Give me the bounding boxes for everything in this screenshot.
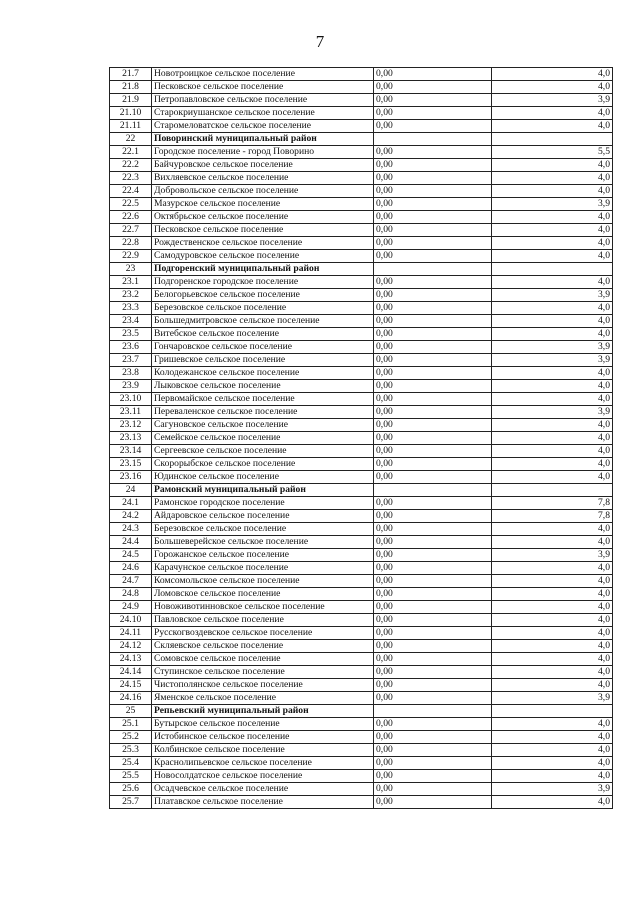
row-value2-cell: 3,9 <box>492 354 613 367</box>
row-value2-cell: 4,0 <box>492 120 613 133</box>
row-value1-cell: 0,00 <box>374 575 492 588</box>
row-value1-cell: 0,00 <box>374 432 492 445</box>
row-name-cell: Рамонский муниципальный район <box>152 484 374 497</box>
table-row <box>110 796 613 809</box>
row-value2-cell: 4,0 <box>492 640 613 653</box>
row-value1-cell: 0,00 <box>374 94 492 107</box>
row-value2-cell: 4,0 <box>492 445 613 458</box>
row-number-cell: 25.1 <box>110 718 152 731</box>
row-value1-cell: 0,00 <box>374 211 492 224</box>
row-number-cell: 23.9 <box>110 380 152 393</box>
row-value1-cell: 0,00 <box>374 224 492 237</box>
row-value1-cell: 0,00 <box>374 640 492 653</box>
row-name-cell: Истобинское сельское поселение <box>152 731 374 744</box>
table-row <box>110 146 613 159</box>
row-value2-cell: 4,0 <box>492 458 613 471</box>
row-value2-cell: 4,0 <box>492 666 613 679</box>
table-row <box>110 536 613 549</box>
row-number-cell: 23.14 <box>110 445 152 458</box>
row-value2-cell: 4,0 <box>492 419 613 432</box>
row-number-cell: 25.4 <box>110 757 152 770</box>
row-name-cell: Платавское сельское поселение <box>152 796 374 809</box>
row-value2-cell: 7,8 <box>492 510 613 523</box>
row-value2-cell: 4,0 <box>492 276 613 289</box>
row-name-cell: Подгоренское городское поселение <box>152 276 374 289</box>
row-value1-cell: 0,00 <box>374 796 492 809</box>
row-value1-cell: 0,00 <box>374 679 492 692</box>
row-value1-cell: 0,00 <box>374 289 492 302</box>
row-number-cell: 23.5 <box>110 328 152 341</box>
row-value2-cell: 4,0 <box>492 770 613 783</box>
row-name-cell: Большеверейское сельское поселение <box>152 536 374 549</box>
row-name-cell: Витебское сельское поселение <box>152 328 374 341</box>
table-row <box>110 289 613 302</box>
row-value1-cell <box>374 484 492 497</box>
table-row <box>110 731 613 744</box>
row-value2-cell: 3,9 <box>492 549 613 562</box>
row-number-cell: 23.10 <box>110 393 152 406</box>
row-value1-cell <box>374 705 492 718</box>
section-row <box>110 705 613 718</box>
row-name-cell: Сагуновское сельское поселение <box>152 419 374 432</box>
table-row <box>110 120 613 133</box>
row-number-cell: 23.2 <box>110 289 152 302</box>
table-row <box>110 497 613 510</box>
row-value1-cell: 0,00 <box>374 497 492 510</box>
row-value2-cell: 4,0 <box>492 653 613 666</box>
row-value2-cell: 4,0 <box>492 302 613 315</box>
row-name-cell: Новосолдатское сельское поселение <box>152 770 374 783</box>
row-number-cell: 25.2 <box>110 731 152 744</box>
row-name-cell: Песковское сельское поселение <box>152 81 374 94</box>
table-row <box>110 159 613 172</box>
row-value2-cell: 4,0 <box>492 757 613 770</box>
row-number-cell: 22.6 <box>110 211 152 224</box>
row-name-cell: Песковское сельское поселение <box>152 224 374 237</box>
row-value2-cell: 4,0 <box>492 614 613 627</box>
row-value2-cell <box>492 484 613 497</box>
row-name-cell: Рождественское сельское поселение <box>152 237 374 250</box>
row-number-cell: 23.1 <box>110 276 152 289</box>
row-value1-cell: 0,00 <box>374 146 492 159</box>
table-row <box>110 224 613 237</box>
row-value1-cell: 0,00 <box>374 783 492 796</box>
table-row <box>110 367 613 380</box>
row-value1-cell: 0,00 <box>374 250 492 263</box>
row-number-cell: 23.15 <box>110 458 152 471</box>
row-value2-cell: 4,0 <box>492 380 613 393</box>
row-value1-cell: 0,00 <box>374 523 492 536</box>
row-value1-cell: 0,00 <box>374 302 492 315</box>
row-number-cell: 22.8 <box>110 237 152 250</box>
row-number-cell: 21.10 <box>110 107 152 120</box>
row-name-cell: Добровольское сельское поселение <box>152 185 374 198</box>
row-name-cell: Карачунское сельское поселение <box>152 562 374 575</box>
row-value1-cell: 0,00 <box>374 120 492 133</box>
row-name-cell: Репьевский муниципальный район <box>152 705 374 718</box>
row-name-cell: Осадчевское сельское поселение <box>152 783 374 796</box>
row-value1-cell: 0,00 <box>374 393 492 406</box>
row-value2-cell: 3,9 <box>492 783 613 796</box>
row-name-cell: Белогорьевское сельское поселение <box>152 289 374 302</box>
row-name-cell: Русскогвоздевское сельское поселение <box>152 627 374 640</box>
row-value2-cell: 4,0 <box>492 601 613 614</box>
table-row <box>110 666 613 679</box>
row-value1-cell: 0,00 <box>374 81 492 94</box>
row-value1-cell: 0,00 <box>374 445 492 458</box>
row-name-cell: Бутырское сельское поселение <box>152 718 374 731</box>
row-value1-cell: 0,00 <box>374 406 492 419</box>
row-number-cell: 24.9 <box>110 601 152 614</box>
row-value1-cell: 0,00 <box>374 315 492 328</box>
row-number-cell: 24.7 <box>110 575 152 588</box>
row-value1-cell: 0,00 <box>374 198 492 211</box>
row-value2-cell: 4,0 <box>492 679 613 692</box>
row-number-cell: 24.10 <box>110 614 152 627</box>
row-number-cell: 22.7 <box>110 224 152 237</box>
row-number-cell: 22.9 <box>110 250 152 263</box>
row-value2-cell: 4,0 <box>492 315 613 328</box>
row-number-cell: 24.14 <box>110 666 152 679</box>
row-name-cell: Байчуровское сельское поселение <box>152 159 374 172</box>
row-number-cell: 24.2 <box>110 510 152 523</box>
row-name-cell: Юдинское сельское поселение <box>152 471 374 484</box>
row-value2-cell: 4,0 <box>492 796 613 809</box>
table-row <box>110 250 613 263</box>
page-number: 7 <box>315 32 325 51</box>
row-value1-cell: 0,00 <box>374 341 492 354</box>
row-name-cell: Комсомольское сельское поселение <box>152 575 374 588</box>
table-row <box>110 588 613 601</box>
table-row <box>110 692 613 705</box>
row-value1-cell: 0,00 <box>374 510 492 523</box>
table-row <box>110 302 613 315</box>
row-name-cell: Самодуровское сельское поселение <box>152 250 374 263</box>
table-row <box>110 237 613 250</box>
data-table <box>109 67 613 809</box>
table-row <box>110 523 613 536</box>
row-name-cell: Горожанское сельское поселение <box>152 549 374 562</box>
row-name-cell: Скляевское сельское поселение <box>152 640 374 653</box>
table-row <box>110 549 613 562</box>
row-value2-cell: 4,0 <box>492 588 613 601</box>
row-number-cell: 23.13 <box>110 432 152 445</box>
row-number-cell: 21.11 <box>110 120 152 133</box>
row-value2-cell: 3,9 <box>492 94 613 107</box>
table-row <box>110 81 613 94</box>
row-value1-cell: 0,00 <box>374 172 492 185</box>
row-name-cell: Октябрьское сельское поселение <box>152 211 374 224</box>
table-row <box>110 185 613 198</box>
table-row <box>110 341 613 354</box>
table-row <box>110 107 613 120</box>
table-row <box>110 718 613 731</box>
row-name-cell: Старокриушанское сельское поселение <box>152 107 374 120</box>
row-value2-cell: 3,9 <box>492 341 613 354</box>
row-name-cell: Новотроицкое сельское поселение <box>152 68 374 81</box>
row-number-cell: 24.4 <box>110 536 152 549</box>
row-name-cell: Павловское сельское поселение <box>152 614 374 627</box>
row-value1-cell: 0,00 <box>374 237 492 250</box>
row-number-cell: 22.5 <box>110 198 152 211</box>
row-value2-cell: 4,0 <box>492 575 613 588</box>
row-value1-cell: 0,00 <box>374 731 492 744</box>
row-name-cell: Березовское сельское поселение <box>152 302 374 315</box>
row-value1-cell: 0,00 <box>374 419 492 432</box>
row-value2-cell <box>492 705 613 718</box>
row-number-cell: 24.6 <box>110 562 152 575</box>
row-value1-cell: 0,00 <box>374 601 492 614</box>
row-number-cell: 23.8 <box>110 367 152 380</box>
row-number-cell: 23 <box>110 263 152 276</box>
row-name-cell: Семейское сельское поселение <box>152 432 374 445</box>
row-value2-cell: 4,0 <box>492 328 613 341</box>
row-name-cell: Переваленское сельское поселение <box>152 406 374 419</box>
row-value1-cell: 0,00 <box>374 562 492 575</box>
table-row <box>110 432 613 445</box>
row-number-cell: 23.16 <box>110 471 152 484</box>
row-number-cell: 23.12 <box>110 419 152 432</box>
row-value2-cell: 4,0 <box>492 81 613 94</box>
table-row <box>110 757 613 770</box>
row-value2-cell: 4,0 <box>492 731 613 744</box>
row-number-cell: 23.6 <box>110 341 152 354</box>
row-value1-cell: 0,00 <box>374 718 492 731</box>
row-value2-cell: 4,0 <box>492 432 613 445</box>
row-value2-cell: 4,0 <box>492 627 613 640</box>
row-name-cell: Старомеловатское сельское поселение <box>152 120 374 133</box>
row-name-cell: Колодежанское сельское поселение <box>152 367 374 380</box>
row-value1-cell: 0,00 <box>374 692 492 705</box>
table-body <box>110 68 613 809</box>
row-value2-cell: 3,9 <box>492 692 613 705</box>
table-row <box>110 211 613 224</box>
row-name-cell: Сергеевское сельское поселение <box>152 445 374 458</box>
section-row <box>110 484 613 497</box>
row-value2-cell: 4,0 <box>492 718 613 731</box>
row-name-cell: Новоживотинновское сельское поселение <box>152 601 374 614</box>
row-value1-cell: 0,00 <box>374 354 492 367</box>
row-value1-cell <box>374 263 492 276</box>
row-name-cell: Чистополянское сельское поселение <box>152 679 374 692</box>
table-row <box>110 393 613 406</box>
row-number-cell: 24.5 <box>110 549 152 562</box>
row-value2-cell: 4,0 <box>492 393 613 406</box>
row-number-cell: 24.1 <box>110 497 152 510</box>
row-value1-cell: 0,00 <box>374 471 492 484</box>
row-value1-cell: 0,00 <box>374 458 492 471</box>
table-row <box>110 679 613 692</box>
row-number-cell: 25.6 <box>110 783 152 796</box>
row-value2-cell: 4,0 <box>492 172 613 185</box>
row-number-cell: 23.4 <box>110 315 152 328</box>
section-row <box>110 263 613 276</box>
row-value2-cell: 7,8 <box>492 497 613 510</box>
table-row <box>110 276 613 289</box>
row-number-cell: 24.15 <box>110 679 152 692</box>
row-name-cell: Березовское сельское поселение <box>152 523 374 536</box>
row-value2-cell: 3,9 <box>492 289 613 302</box>
row-number-cell: 24.3 <box>110 523 152 536</box>
row-name-cell: Поворинский муниципальный район <box>152 133 374 146</box>
row-value2-cell: 4,0 <box>492 471 613 484</box>
row-name-cell: Яменское сельское поселение <box>152 692 374 705</box>
table-row <box>110 94 613 107</box>
row-value1-cell: 0,00 <box>374 367 492 380</box>
row-number-cell: 21.8 <box>110 81 152 94</box>
row-number-cell: 23.11 <box>110 406 152 419</box>
row-name-cell: Рамонское городское поселение <box>152 497 374 510</box>
row-value2-cell: 5,5 <box>492 146 613 159</box>
row-value1-cell <box>374 133 492 146</box>
row-value1-cell: 0,00 <box>374 185 492 198</box>
row-name-cell: Ломовское сельское поселение <box>152 588 374 601</box>
row-name-cell: Большедмитровское сельское поселение <box>152 315 374 328</box>
row-value1-cell: 0,00 <box>374 666 492 679</box>
table-row <box>110 614 613 627</box>
row-value1-cell: 0,00 <box>374 380 492 393</box>
row-value2-cell: 3,9 <box>492 198 613 211</box>
table-row <box>110 770 613 783</box>
row-number-cell: 25.5 <box>110 770 152 783</box>
row-value1-cell: 0,00 <box>374 770 492 783</box>
row-name-cell: Городское поселение - город Поворино <box>152 146 374 159</box>
row-value1-cell: 0,00 <box>374 614 492 627</box>
row-value1-cell: 0,00 <box>374 627 492 640</box>
row-value2-cell: 4,0 <box>492 250 613 263</box>
row-value2-cell: 4,0 <box>492 536 613 549</box>
table-row <box>110 653 613 666</box>
row-value2-cell: 4,0 <box>492 562 613 575</box>
row-name-cell: Гришевское сельское поселение <box>152 354 374 367</box>
table-row <box>110 744 613 757</box>
row-value1-cell: 0,00 <box>374 757 492 770</box>
row-number-cell: 22.2 <box>110 159 152 172</box>
table-row <box>110 575 613 588</box>
table-row <box>110 458 613 471</box>
row-value2-cell: 3,9 <box>492 406 613 419</box>
row-number-cell: 21.7 <box>110 68 152 81</box>
row-name-cell: Петропавловское сельское поселение <box>152 94 374 107</box>
row-number-cell: 25 <box>110 705 152 718</box>
row-number-cell: 24.8 <box>110 588 152 601</box>
row-name-cell: Мазурское сельское поселение <box>152 198 374 211</box>
row-value1-cell: 0,00 <box>374 159 492 172</box>
row-name-cell: Краснолипьевское сельское поселение <box>152 757 374 770</box>
row-name-cell: Сомовское сельское поселение <box>152 653 374 666</box>
table-row <box>110 510 613 523</box>
row-value2-cell: 4,0 <box>492 744 613 757</box>
row-value2-cell: 4,0 <box>492 68 613 81</box>
table-row <box>110 783 613 796</box>
table-row <box>110 315 613 328</box>
row-number-cell: 23.3 <box>110 302 152 315</box>
row-number-cell: 24.12 <box>110 640 152 653</box>
row-value2-cell: 4,0 <box>492 211 613 224</box>
row-value2-cell <box>492 263 613 276</box>
table-row <box>110 445 613 458</box>
row-value1-cell: 0,00 <box>374 588 492 601</box>
row-name-cell: Ступинское сельское поселение <box>152 666 374 679</box>
row-value1-cell: 0,00 <box>374 549 492 562</box>
row-number-cell: 21.9 <box>110 94 152 107</box>
table-row <box>110 198 613 211</box>
row-number-cell: 22.3 <box>110 172 152 185</box>
row-value1-cell: 0,00 <box>374 276 492 289</box>
row-name-cell: Скорорыбское сельское поселение <box>152 458 374 471</box>
table-row <box>110 328 613 341</box>
row-value1-cell: 0,00 <box>374 653 492 666</box>
row-value2-cell: 4,0 <box>492 523 613 536</box>
row-number-cell: 22.4 <box>110 185 152 198</box>
table-row <box>110 172 613 185</box>
row-number-cell: 24.13 <box>110 653 152 666</box>
row-value1-cell: 0,00 <box>374 744 492 757</box>
row-number-cell: 24.11 <box>110 627 152 640</box>
table-row <box>110 640 613 653</box>
row-value1-cell: 0,00 <box>374 536 492 549</box>
table-row <box>110 68 613 81</box>
row-number-cell: 23.7 <box>110 354 152 367</box>
row-number-cell: 24.16 <box>110 692 152 705</box>
row-value2-cell: 4,0 <box>492 159 613 172</box>
table-row <box>110 406 613 419</box>
row-number-cell: 25.3 <box>110 744 152 757</box>
table-row <box>110 562 613 575</box>
table-row <box>110 627 613 640</box>
table-row <box>110 601 613 614</box>
row-name-cell: Колбинское сельское поселение <box>152 744 374 757</box>
table-row <box>110 419 613 432</box>
row-value1-cell: 0,00 <box>374 107 492 120</box>
row-name-cell: Айдаровское сельское поселение <box>152 510 374 523</box>
row-name-cell: Первомайское сельское поселение <box>152 393 374 406</box>
row-number-cell: 22.1 <box>110 146 152 159</box>
row-number-cell: 24 <box>110 484 152 497</box>
row-name-cell: Гончаровское сельское поселение <box>152 341 374 354</box>
row-value2-cell: 4,0 <box>492 237 613 250</box>
row-value2-cell: 4,0 <box>492 185 613 198</box>
row-name-cell: Вихляевское сельское поселение <box>152 172 374 185</box>
row-value2-cell: 4,0 <box>492 224 613 237</box>
row-number-cell: 25.7 <box>110 796 152 809</box>
row-number-cell: 22 <box>110 133 152 146</box>
row-name-cell: Лыковское сельское поселение <box>152 380 374 393</box>
row-value1-cell: 0,00 <box>374 328 492 341</box>
row-value1-cell: 0,00 <box>374 68 492 81</box>
row-name-cell: Подгоренский муниципальный район <box>152 263 374 276</box>
table-row <box>110 380 613 393</box>
row-value2-cell <box>492 133 613 146</box>
row-value2-cell: 4,0 <box>492 367 613 380</box>
table-row <box>110 471 613 484</box>
section-row <box>110 133 613 146</box>
table-row <box>110 354 613 367</box>
row-value2-cell: 4,0 <box>492 107 613 120</box>
